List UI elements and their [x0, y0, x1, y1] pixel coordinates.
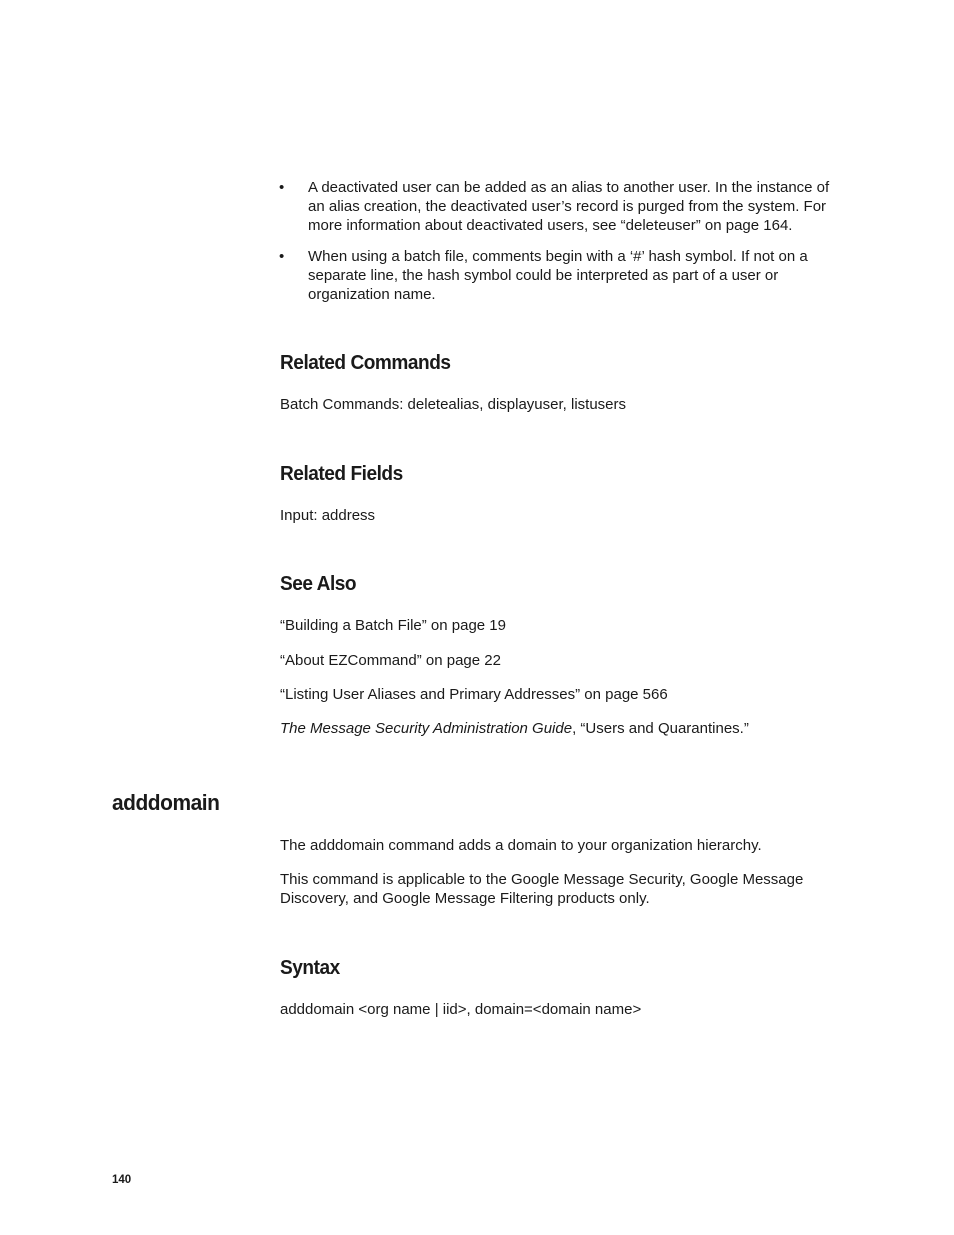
see-also-link[interactable]: “Building a Batch File” on page 19 — [280, 617, 506, 634]
bullet-item — [279, 247, 839, 307]
bullet-symbol: • — [279, 248, 285, 265]
adddomain-description: The adddomain command adds a domain to your organization hierarchy. — [280, 837, 762, 854]
syntax-heading: Syntax — [280, 956, 340, 979]
see-also-guide-reference — [280, 719, 840, 738]
guide-suffix: , “Users and Quarantines.” — [572, 720, 749, 737]
bullet-symbol: • — [279, 179, 285, 196]
see-also-heading: See Also — [280, 572, 357, 595]
adddomain-heading: adddomain — [112, 790, 220, 815]
bullet-item — [279, 178, 839, 238]
syntax-text: adddomain <org name | iid>, domain=<domain name> — [280, 1001, 642, 1018]
page-number: 140 — [112, 1174, 132, 1186]
related-fields-text: Input: address — [280, 507, 376, 524]
related-commands-text: Batch Commands: deletealias, displayuser, listusers — [280, 396, 626, 413]
adddomain-applicability: This command is applicable to the Google Message Security, Google Message Discovery, and Google Message Filtering products only. — [280, 871, 804, 907]
guide-title: The Message Security Administration Guide — [280, 720, 573, 737]
bullet-text: A deactivated user can be added as an alias to another user. In the instance of an alias creation, the deactivated user’s record is purged from the system. For more information about deactivated users, see “deleteuser” on page 164. — [308, 179, 830, 234]
see-also-link[interactable]: “About EZCommand” on page 22 — [280, 652, 501, 669]
related-commands-heading: Related Commands — [280, 351, 451, 374]
see-also-link[interactable]: “Listing User Aliases and Primary Addresses” on page 566 — [280, 686, 668, 703]
bullet-text: When using a batch file, comments begin with a ‘#’ hash symbol. If not on a separate line, the hash symbol could be interpreted as part of a user or organization name. — [308, 248, 808, 303]
related-fields-heading: Related Fields — [280, 462, 403, 485]
